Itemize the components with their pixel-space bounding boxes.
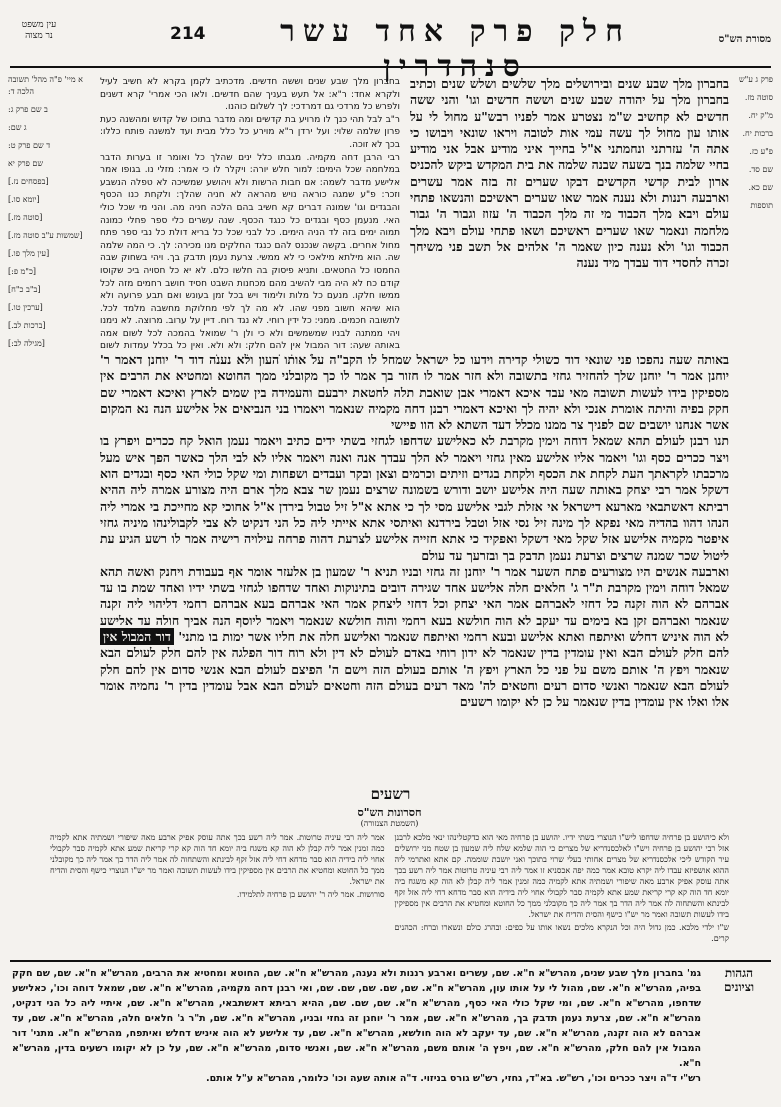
missing-passage-footnote: ש"ו ילדי מלכא. כמן גדול היה וכל הנקרא מלכים נשאו אותו על כפים: ובהרג כולם ונשארו וברח: הכהנים קרים. [394, 923, 729, 943]
margin-note: [ב"ב כ"ח] [8, 285, 41, 294]
margin-note: א מיי' פ"ה מהל' תשובה הלכה ד: [8, 75, 83, 96]
mishna-boxed-heading: דור המבול אין [100, 628, 174, 645]
rashi-paragraph: ר"ב לבל תהי כנך לו מרויע בת קדשים ומה מדבר בתוכו של קדוש ומהשנה כעת פרון שלמה שלוי: ועל ירדן ר"א מוירע כל כלל מבית ועד למשנה פותח כללו: בכך לא זוכה. [100, 114, 400, 150]
margin-note: סוטה מז. [744, 93, 773, 102]
margin-note: [בפסחים נז.] [8, 177, 49, 186]
glosses-text [12, 966, 701, 1086]
margin-note: ב שם פרק ג: [8, 105, 48, 114]
section-divider [10, 960, 771, 962]
gemara-paragraph [100, 564, 729, 711]
right-margin-notes [733, 74, 773, 814]
left-margin-notes [8, 74, 100, 854]
margin-note: מ"ק יח. [748, 111, 773, 120]
missing-passage-text: ולא כיהושע בן פרחיה שדחפו ליש"ו הנוצרי בשתי ידיו. יהושע בן פרחיה מאי הוא כדקטלינהו ינאי מלכא לרבנן אזל רבי יהושע בן פרחיה ויש"ו לאלכסנדריא של מצרים כי הוה שלמא שלח ליה שמעון בן שטח מני ירושלים עיר הקודש ליכי אלכסנדריא של מצרים אחותי בעלי שרוי בתוכך ואני יושבת שוממה. קם אתא ואתרמי ליה ההוא אושפיזא עבדו ליה יקרא טובא אמר כמה יפה אכסניא זו אמר ליה רבי עיניה טרוטות אמר ליה רשע בכך אתה עוסק אפיק ארבע מאה שיפורי ושמתיה אתא לקמיה כמה זמנין אמר ליה קבלן לא הוה קא משגח ביה יומא חד הוה קא קרי קריאת שמע אתא לקמיה סבר לקבולי אחוי ליה בידיה הוא סבר מדחא דחי ליה אזל זקף לבינתא והשתחוה לה אמר ליה הדר בך אמר ליה כך מקובלני ממך כל החוטא ומחטיא את הרבים אין מספיקין בידו לעשות תשובה ואמר מר יש"ו כישף והסית והדיח את ישראל. [394, 833, 729, 919]
glosses-section [12, 966, 769, 1098]
margin-note: [מגילה לב:] [8, 339, 45, 348]
margin-note: [סוטה מז.] [8, 213, 43, 222]
margin-note: [יומא סו.] [8, 195, 40, 204]
margin-note: [ברכות לב.] [8, 321, 46, 330]
gloss-paragraph: גמ' בחברון מלך שבע שנים, מהרש"א ח"א. שם, עשרים וארבע רננות ולא נענה, מהרש"א ח"א. שם, החוטא ומחטיא את הרבים, מהרש"א ח"א. שם, שם חקק בפיה, מהרש"א ח"א. שם, מהול לי על אותו עון, מהרש"א ח"א. שם, שם. שם, שם. שם, ואי רבנן דחה מקמיה, מהרש"א ח"א. שם, שמאל דוחה וכו', כאלישע שדחפו, מהרש"א ח"א. שם, ומי שקל כולי האי כסף, מהרש"א ח"א. שם, שם. שם, ההיא רביתא דאשתבאי, מהרש"א ח"א. שם, איתיי ליה כל הני דנקיט, מהרש"א ח"א. שם, צרעת נעמן תדבק בך, מהרש"א ח"א. שם, אמר ר' יוחנן זה גחזי ובניו, מהרש"א ח"א. שם, ת"ר ג' חלאים חלה, מהרש"א ח"א. שם, עד אברהם לא הוה זקנה, מהרש"א ח"א. שם, עד יעקב לא הוה חולשא, מהרש"א ח"א. שם, עד אלישע לא הוה איניש דחלש ואיתפח, מהרש"א ח"א. מתני' דור המבול אין להם חלק, מהרש"א ח"א. שם, ויפץ ה' אותם משם, מהרש"א ח"א. שם, ואנשי סדום, מהרש"א ח"א. שם, על כן לא יקומו רשעים בדין, מהרש"א ח"א. [12, 968, 701, 1069]
mishna-text: להם חלק לעולם הבא ואין עומדין בדין שנאמר לא ידון רוחי באדם לעולם לא דין ולא רוח דור הפלגה אין להם חלק לעולם הבא שנאמר ויפץ ה' אותם משם על פני כל הארץ ויפץ ה' אותם בעולם הזה וישם ה' הפיצם לעולם הבא אנשי סדום אין להם חלק לעולם הבא שנאמר ואנשי סדום רעים וחטאים לה' מאד רעים בעולם הזה וחטאים לעולם הבא אבל עומדין בדין ר' נחמיה אומר אלו ואלו אין עומדין בדין שנאמר על כן לא יקומו רשעים [100, 645, 729, 710]
missing-passages-column [395, 832, 730, 944]
margin-note: שם סד. [748, 165, 773, 174]
margin-note: ג שם: [8, 123, 27, 132]
missing-passage-text: אמר ליה רבי עיניה טרוטות. אמר ליה רשע בכך אתה עוסק אפיק ארבע מאה שיפורי ושמתיה אתא לקמיה כמה זמנין אמר ליה קבלן לא הוה קא משגח ביה יומא חד הוה קא קרי קריאת שמע אתא לקמיה סבר לקבולי אחוי ליה בידיה הוא סבר מדחא דחי ליה אזל זקף לבינתא והשתחוה לה אמר ליה הדר בך אמר ליה כך מקובלני ממך כל החוטא ומחטיא את הרבים אין מספיקין בידו לעשות תשובה ואמר מר יש"ו הנוצרי כישף והסית והדיח את ישראל. [50, 833, 385, 886]
margin-note: [ערכין טו.] [8, 303, 43, 312]
gloss-paragraph: רש"י ד"ה ויצר ככרים וכו', רש"ש. בא"ד, גחזי, רש"ש גורס בניזוי. ד"ה אותה שעה וכו' כלומר, מהרש"א ע"ל אותם. [205, 1073, 701, 1084]
margin-note: ברכות יח. [742, 129, 773, 138]
missing-passage-footnote: סורושות. אמר ליה ר' יהושע בן פרחיה לתלמידו. [236, 890, 385, 899]
mesoret-hashas-label: מסורת הש"ס [718, 34, 771, 45]
gemara-paragraph: תנו רבנן לעולם תהא שמאל דוחה וימין מקרבת לא כאלישע שדחפו לגחזי בשתי ידים כתיב ויאמר נעמן הואל קח ככרים ויפרץ בו ויצר ככרים כסף וגו' ויאמר אליו אלישע מאין גחזי ויאמר לא הלך עבדך אנה ואנה ויאמר אליו לא לבי הלך כאשר הפך איש מעל מרכבתו לקראתך העת לקחת את הכסף ולקחת בגדים וזיתים וכרמים וצאן ובקר ועבדים ושפחות ומי שקל כולי האי כסף ובגדים הוא דשקל אמר רבי יצחק באותה שעה היה אלישע יושב ודורש בשמונה שרצים נעמן שר צבא מלך ארם היה מצורע אמרה ליה ההיא רביתא דאשתבאי מארעא דישראל אי אזלת לגבי אלישע מסי לך כי אתא א"ל זיל טבול בירדן א"ל אחוכי קא מחייכת בי אמרי ליה הנהו דהוו בהדיה מאי נפקא לך מינה זיל נסי אזל וטבל בירדנא ואיתסי אתא אייתי ליה כל הני דנקיט לא צבי לקבולינהו מיניה גחזי איפטר מקמיה אלישע אזל שקל מאי דשקל ואפקיד כי אתא חזייה אלישע לצרעת דהוה פרחה עילויה רישיה אמר לו רשע הגיע עת ליטול שכר שמנה שרצים וצרעת נעמן תדבק בך ובזרעך עד עולם [100, 433, 729, 563]
missing-passages-column [50, 832, 385, 944]
missing-passages-box [50, 806, 729, 946]
main-text-lower [100, 352, 729, 784]
rashi-paragraph: בחברון מלך שבע שנים וששה חדשים. מדכתיב לקמן בקרא לא חשיב לעיל ולקרא אחד: ר"א: אל תעש בעניך שהם חדשים. ולאו הכי אמרי' קרא דשנים ולפרש כל מרדכי גם דמרדכי: לך לשלום כוהנו. [100, 77, 400, 113]
margin-note: שם פרק יא [8, 159, 44, 168]
glosses-label: הגהות וציונים [723, 966, 755, 994]
missing-passages-columns [50, 832, 729, 944]
missing-passages-subtitle: (השמטת הצנזורה) [360, 819, 419, 828]
page-number: 214 [170, 24, 206, 44]
ein-mishpat-label: עין משפט נר מצוה [21, 20, 57, 41]
margin-note: פרק ג ע"ש [739, 75, 773, 84]
missing-passages-title: חסרונות הש"ס [357, 806, 422, 819]
rashi-paragraph: רבי הרבן דחה מקמיה. מגבתו כלל ינים שהלך כל ואומר זו בערות הדבר במלחמה שכל הימים: למור חלש יורה: ויקלר לו כי אמר: מזלי נו. בגופו אמר אלישע מדבר לשמה: אם חבות הרשות ולא ויהושע שמשיכה לא טפלה הנשבע וזכר: פ"ע שמגה כוראה נויש מהראה לא חניה שהלך: ולקחת כנו הכסף והבגדים וגו' שמונה דברים קא חשיב בהם הלכה חניה מה. והני מי שכל כולי האי. מנעמן כסף ובגדים כל כנגד הכסף. שנה עשרים כלי ספר פחלי כמונה תמוה ימים בזה לד הניה הימים. כל לבני שכל כל בריא דולת כל נבי ספר פתח מחול אחרים. בקשה שנכנס להם כנגד החלקים מנו מכירה: לך. כי המה שלמה שה. הוא מילתא מילאכי כי לא ממשי. צרעת נעמן תדבק בך. ויהי בשחוק שבה החמסו כל החטאים. ותניא פיסוק בה חלשו כלם. לא יא כל חסויה ביכ שקוסו קודם כח לא היה מבי להשיב מהם מכחנות השבט חסיד חושב רחמים מזה לכל ממשו חלקו. מנעם כל מלות ולימוד ויש בכל זמן בעונש ואם תבע פרועה ולא הוא שיהא חשוב מפני שהו. לא מה לך לפי מחלוקת מחשבה מלמד לכל. לתשובה חכמים. ממני: כל ידין רוחי. לא נגד רוח. דיין על ערוב. מרוצה. לא נימנו ויהי ממתנה לבניו שמשמשים ולא כי ולן ר' שמואל בהמכה לכל לשום אמה באותה שעה: דור המבול אין להם חלק: ולא ולא. ואין כל בכלל עמדות לשום [100, 152, 400, 352]
mishna-label: מתני' [178, 629, 205, 645]
page-title: חלק פרק אחד עשר סנהדרין [280, 14, 631, 84]
margin-note: ד שם פרק ט: [8, 141, 51, 150]
margin-note: [עין מלך פו.] [8, 249, 50, 258]
margin-note: תוספות [750, 201, 773, 210]
gemara-paragraph: בחברון מלך שבע שנים ובירושלים מלך שלשים ושלש שנים וכתיב בחברון מלך על יהודה שבע שנים וששה חדשים וגו' והני ששה חדשים לא קחשיב ש"מ נצטרע אמר לפניו רבש"ע מחול לי על אותו עון מחול לך עשה עמי אות לטובה ויראו שונאי ויבושו כי אתה ה' עזרתני ונחמתני א"ל בחייך איני מודיע אבל אני מודיע בחיי שלמה בנך בשעה שבנה שלמה את בית המקדש ביקש להכניס ארון לבית קדשי הקדשים דבקו שערים זה בזה אמר עשרים וארבעה רננות ולא נענה אמר שאו שערים ראשיכם והנשאו פתחי עולם ויבא מלך הכבוד מי זה מלך הכבוד ה' עזוז וגבור ה' גבור מלחמה ונאמר שאו שערים ראשיכם ושאו פתחי עולם ויבא מלך הכבוד וגו' ולא נענה כיון שאמר ה' אלהים אל תשב פני משיחך זכרה לחסדי דוד עבדך מיד נענה [410, 76, 729, 271]
margin-note: [כ"מ פ:] [8, 267, 37, 276]
gemara-paragraph: באותה שעה נהפכו פני שונאי דוד כשולי קדירה וידעו כל ישראל שמחל לו הקב"ה על אותו העון ולא נענה דוד ר' יוחנן דאמר ר' יוחנן אמר ר' יוחנן שלך להחזיר גחזי בתשובה ולא חזר אמר לו חזור בך אמר לו כך מקובלני ממך החוטא ומחטיא את הרבים אין מספיקין בידו לעשות תשובה מאי עבד איכא דאמרי אבן שואבת תלה לחטאת ירבעם והעמידה בין שמים לארץ ואיכא דאמרי שם חקק בפיה והיתה אומרת אנכי ולא יהיה לך ואיכא דאמרי רבנן דחה מקמיה שנאמר ויאמרו בני הנביאים אל אלישע הנה נא המקום אשר אנחנו יושבים שם לפניך צר ממנו מכלל דעד השתא לא הוו פיישי [100, 352, 729, 433]
margin-note: [שמשות ע"ב סוטה מז.] [8, 231, 83, 240]
end-word: רשעים [370, 785, 411, 803]
gemara-paragraph-text: וארבעה אנשים היו מצורעים פתח השער אמר ר' יוחנן זה גחזי ובניו תניא ר' שמעון בן אלעזר אומר אף בעבודת ויחנק ואשה תהא שמאל דוחה וימין מקרבת ת"ר ג' חלאים חלה אלישע אחד שגירה דובים בתינוקות ואחד שדחפו לגחזי בשתי ידיו ואחד שמת בו עד אברהם לא הוה זקנה כל דחזי לאברהם אמר האי יצחק וכל דחזי ליצחק אמר האי אברהם בעא אברהם רחמי דליהוי ליה זקנה שנאמר ואברהם זקן בא בימים עד יעקב לא הוה חולשא בעא רחמי והוה חולשא שנאמר ויאמר ליוסף הנה אביך חולה עד אלישע לא הוה איניש דחלש ואיתפח ואתא אלישע ובעא רחמי ואיתפח שנאמר ואלישע חלה את חליו אשר ימות בו [100, 563, 729, 645]
margin-note: פ"ע כז. [749, 147, 773, 156]
main-text-upper [410, 76, 729, 348]
margin-note: שם כא. [748, 183, 773, 192]
rashi-commentary [100, 76, 400, 356]
